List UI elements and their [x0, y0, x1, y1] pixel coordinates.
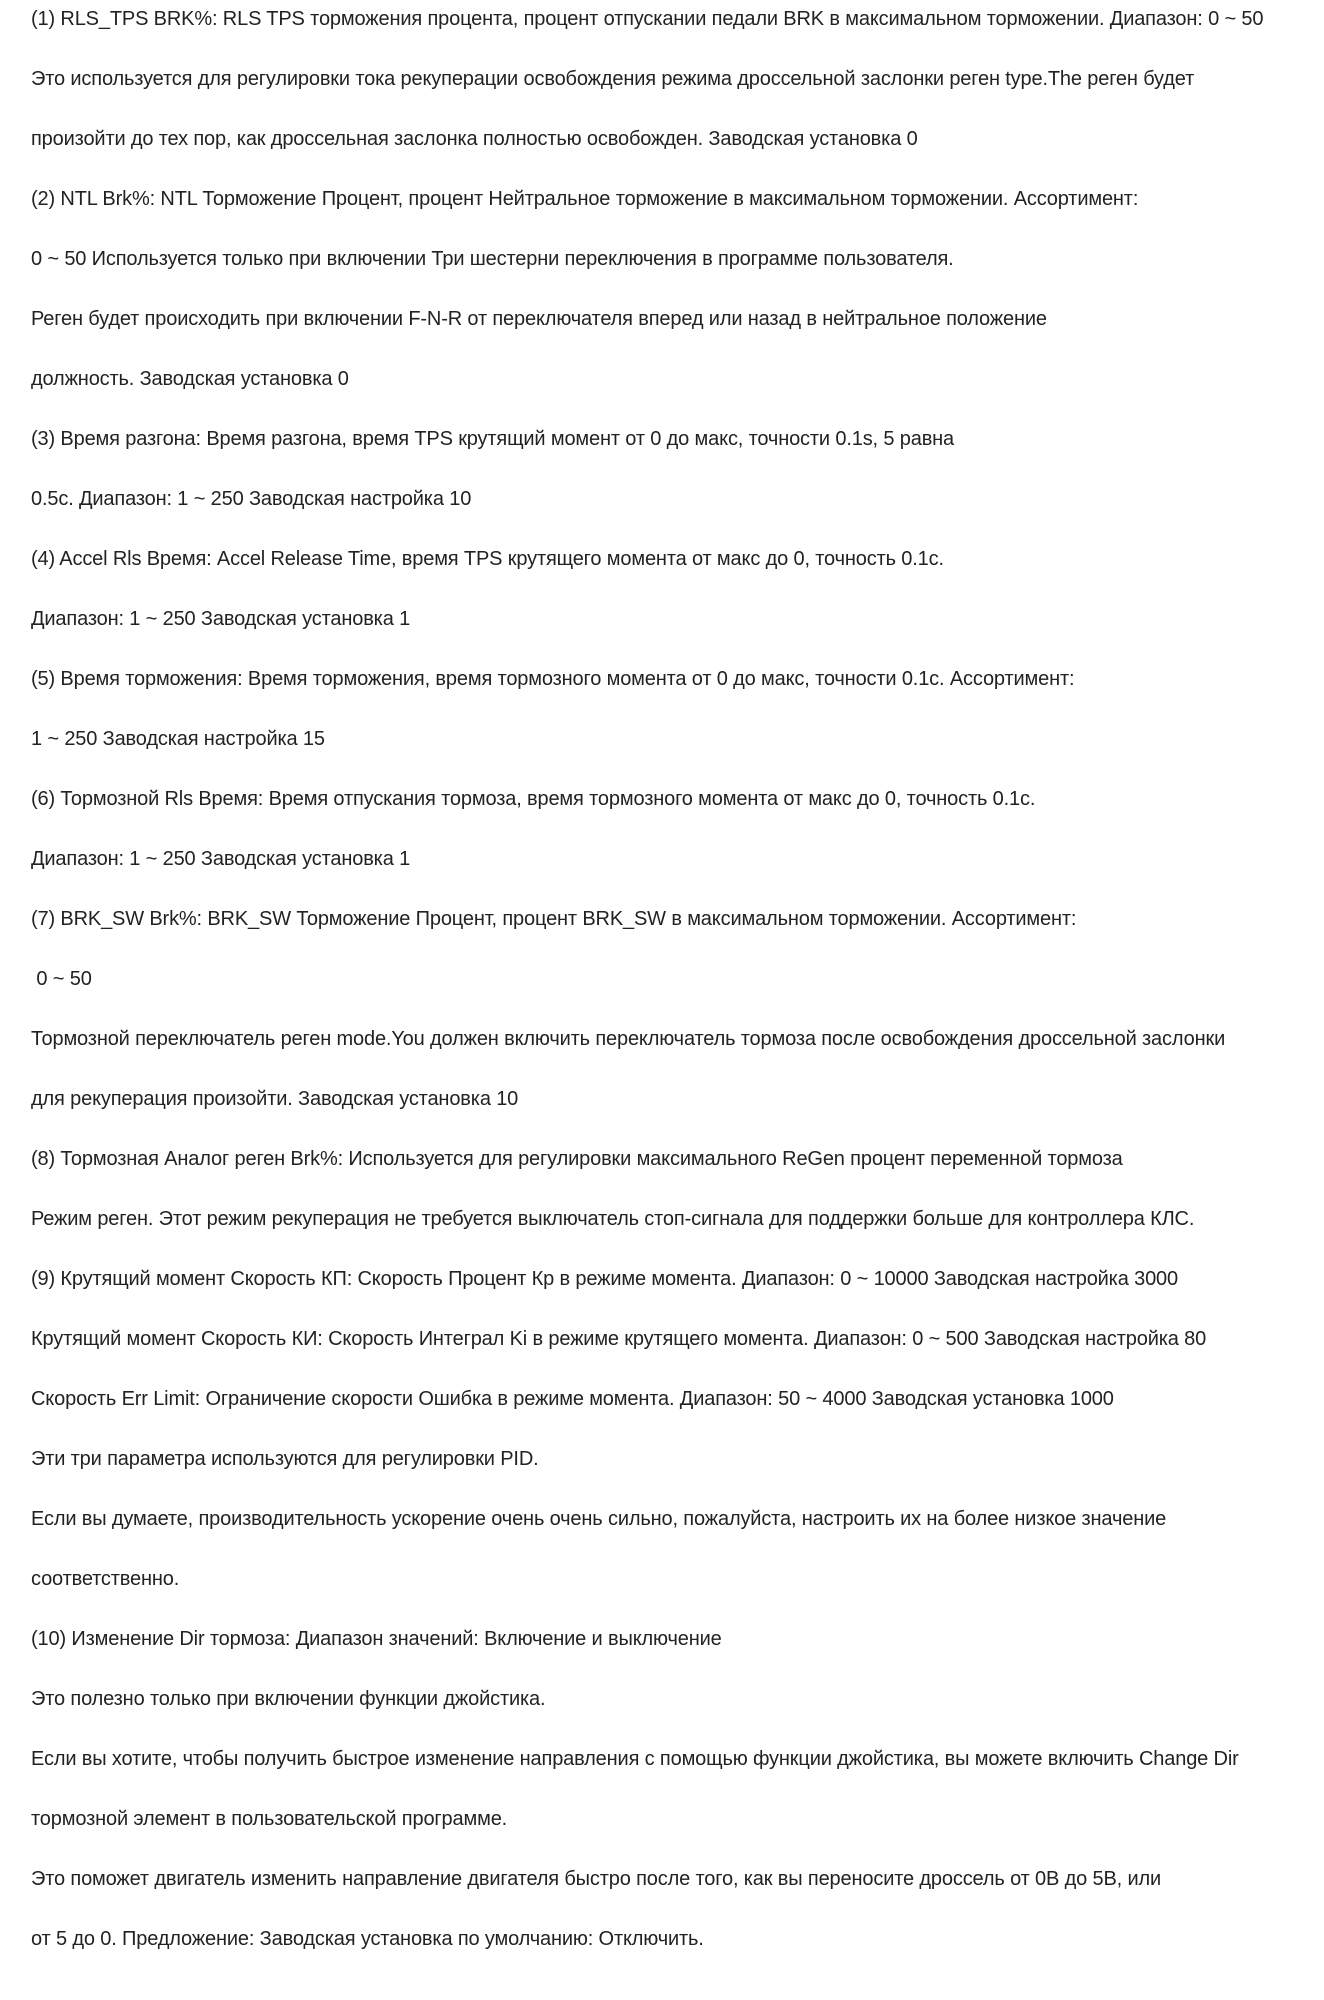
doc-line-3: произойти до тех пор, как дроссельная заслонка полностью освобожден. Заводская установка 0 [31, 128, 918, 150]
doc-line-30: Если вы хотите, чтобы получить быстрое изменение направления с помощью функции джойстика, вы можете включить Change Dir [31, 1748, 1239, 1770]
doc-line-33: от 5 до 0. Предложение: Заводская установка по умолчанию: Отключить. [31, 1928, 704, 1950]
doc-line-23: Крутящий момент Скорость КИ: Скорость Интеграл Ki в режиме крутящего момента. Диапазон: 0 ~ 500 Заводская настройка 80 [31, 1328, 1207, 1350]
doc-line-31: тормозной элемент в пользовательской программе. [31, 1808, 508, 1830]
doc-line-7: должность. Заводская установка 0 [31, 368, 349, 390]
doc-line-2: Это используется для регулировки тока рекуперации освобождения режима дроссельной заслонки реген type.The реген будет [31, 68, 1195, 90]
doc-line-11: Диапазон: 1 ~ 250 Заводская установка 1 [31, 608, 411, 630]
doc-line-9: 0.5c. Диапазон: 1 ~ 250 Заводская настройка 10 [31, 488, 472, 510]
doc-line-32: Это поможет двигатель изменить направление двигателя быстро после того, как вы переносите дроссель от 0В до 5В, или [31, 1868, 1162, 1890]
doc-line-4: (2) NTL Brk%: NTL Торможение Процент, процент Нейтральное торможение в максимальном торможении. Ассортимент: [31, 188, 1139, 210]
doc-line-1: (1) RLS_TPS BRK%: RLS TPS торможения процента, процент отпускании педали BRK в максимальном торможении. Диапазон: 0 ~ 50 [31, 8, 1264, 30]
doc-line-18: Тормозной переключатель реген mode.You должен включить переключатель тормоза после освобождения дроссельной заслонки [31, 1028, 1226, 1050]
doc-line-29: Это полезно только при включении функции джойстика. [31, 1688, 546, 1710]
doc-line-16: (7) BRK_SW Brk%: BRK_SW Торможение Процент, процент BRK_SW в максимальном торможении. Ассортимент: [31, 908, 1077, 930]
doc-line-10: (4) Accel Rls Время: Accel Release Time, время TPS крутящего момента от макс до 0, точность 0.1c. [31, 548, 944, 570]
doc-line-19: для рекуперация произойти. Заводская установка 10 [31, 1088, 519, 1110]
doc-line-13: 1 ~ 250 Заводская настройка 15 [31, 728, 325, 750]
doc-line-12: (5) Время торможения: Время торможения, время тормозного момента от 0 до макс, точности 0.1с. Ассортимент: [31, 668, 1075, 690]
doc-line-25: Эти три параметра используются для регулировки PID. [31, 1448, 539, 1470]
doc-line-24: Скорость Err Limit: Ограничение скорости Ошибка в режиме момента. Диапазон: 50 ~ 4000 Заводская установка 1000 [31, 1388, 1114, 1410]
doc-line-8: (3) Время разгона: Время разгона, время TPS крутящий момент от 0 до макс, точности 0.1s, 5 равна [31, 428, 955, 450]
doc-line-15: Диапазон: 1 ~ 250 Заводская установка 1 [31, 848, 411, 870]
doc-line-6: Реген будет происходить при включении F-N-R от переключателя вперед или назад в нейтральное положение [31, 308, 1047, 330]
doc-line-17: 0 ~ 50 [31, 968, 92, 990]
doc-line-20: (8) Тормозная Аналог реген Brk%: Используется для регулировки максимального ReGen процент переменной тормоза [31, 1148, 1123, 1170]
doc-line-14: (6) Тормозной Rls Время: Время отпускания тормоза, время тормозного момента от макс до 0, точность 0.1с. [31, 788, 1036, 810]
doc-line-27: соответственно. [31, 1568, 180, 1590]
doc-line-21: Режим реген. Этот режим рекуперация не требуется выключатель стоп-сигнала для поддержки больше для контроллера КЛС. [31, 1208, 1195, 1230]
doc-line-28: (10) Изменение Dir тормоза: Диапазон значений: Включение и выключение [31, 1628, 722, 1650]
doc-line-22: (9) Крутящий момент Скорость КП: Скорость Процент Кр в режиме момента. Диапазон: 0 ~ 10000 Заводская настройка 3000 [31, 1268, 1178, 1290]
doc-line-5: 0 ~ 50 Используется только при включении Три шестерни переключения в программе пользователя. [31, 248, 954, 270]
doc-line-26: Если вы думаете, производительность ускорение очень очень сильно, пожалуйста, настроить их на более низкое значение [31, 1508, 1167, 1530]
